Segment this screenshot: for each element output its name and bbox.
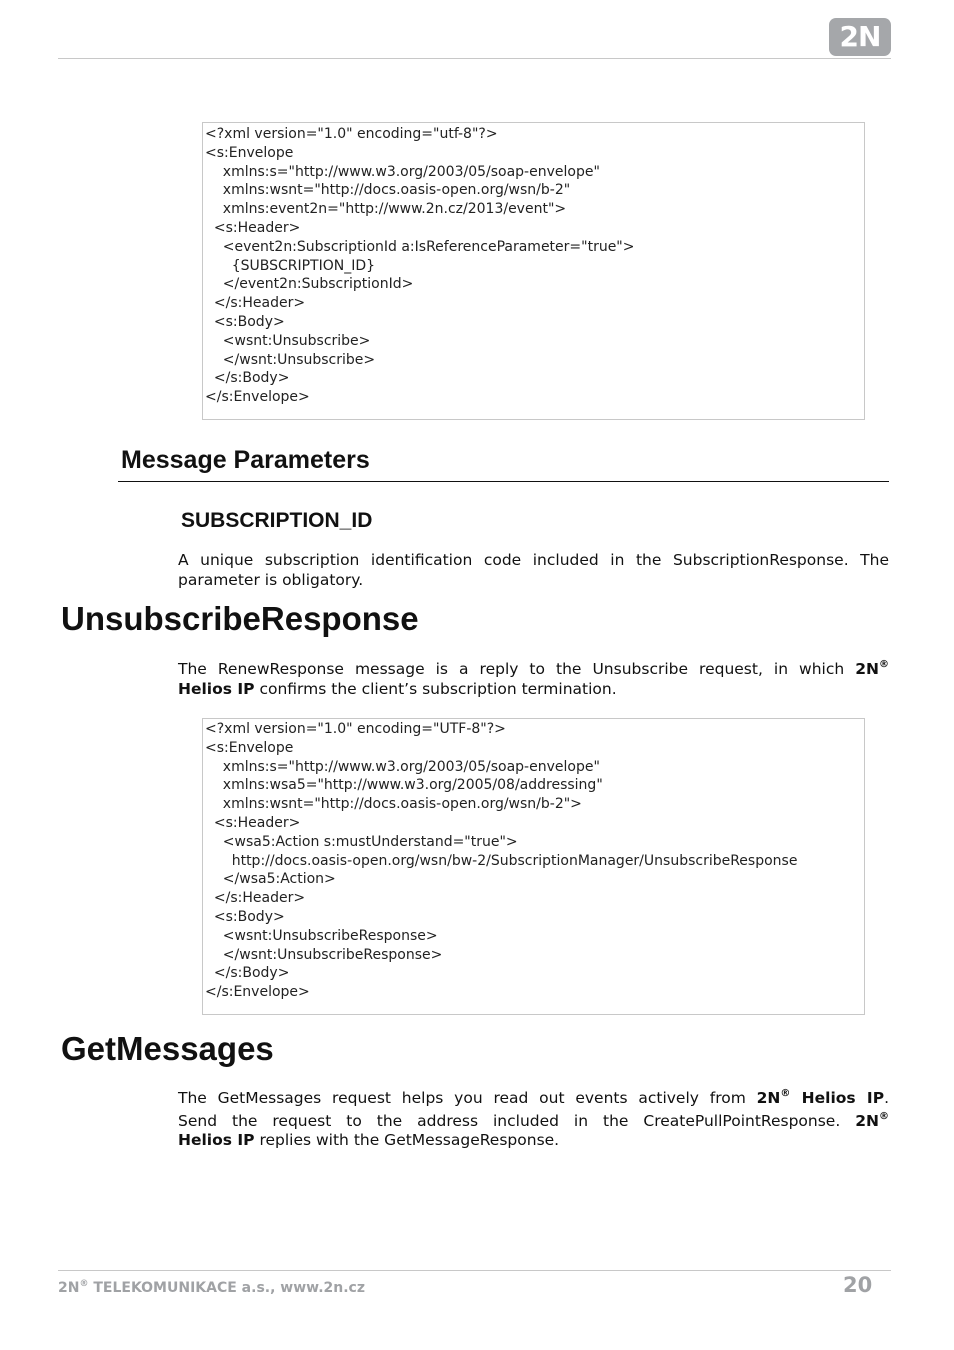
code-line: <wsnt:Unsubscribe> (205, 332, 371, 349)
unsubscribe-response-intro (178, 660, 889, 699)
product-name: Helios IP (178, 1131, 255, 1150)
code-line: </s:Header> (205, 295, 306, 312)
code-line: xmlns:wsa5="http://www.w3.org/2005/08/addressing" (205, 777, 603, 794)
code-line: <s:Header> (205, 814, 301, 831)
code-line: </s:Body> (205, 965, 290, 982)
code-line: </s:Envelope> (205, 984, 310, 1001)
intro-text-end: confirms the client’s subscription termination. (254, 679, 617, 698)
code-line: </wsnt:UnsubscribeResponse> (205, 946, 443, 963)
section-heading-get-messages: GetMessages (61, 1030, 274, 1067)
code-block-unsubscribe-response (202, 718, 865, 1015)
intro-text: The RenewResponse message is a reply to the Unsubscribe request, in which (178, 660, 845, 678)
section-heading-message-parameters: Message Parameters (121, 446, 370, 474)
code-line: <wsnt:UnsubscribeResponse> (205, 927, 438, 944)
param-heading-subscription-id: SUBSCRIPTION_ID (181, 509, 373, 532)
param-description-line-1: A unique subscription identification code included in the SubscriptionResponse. The (178, 551, 889, 569)
get-messages-line-3 (178, 1131, 889, 1151)
code-line: </s:Body> (205, 370, 290, 387)
param-description (178, 551, 889, 590)
code-line: <s:Body> (205, 313, 285, 330)
get-messages-intro (178, 1089, 889, 1151)
brand-product-name: 2N® Helios IP (756, 1088, 885, 1107)
get-messages-text-3: replies with the GetMessageResponse. (254, 1131, 560, 1150)
heading-rule (118, 481, 889, 482)
code-line: <event2n:SubscriptionId a:IsReferenceParameter="true"> (205, 238, 635, 255)
code-line: <?xml version="1.0" encoding="UTF-8"?> (205, 721, 506, 737)
code-line: xmlns:event2n="http://www.2n.cz/2013/event"> (205, 201, 567, 218)
param-description-line-2: parameter is obligatory. (178, 570, 364, 589)
page-number: 20 (843, 1273, 873, 1297)
code-line: {SUBSCRIPTION_ID} (205, 257, 376, 274)
code-line: </wsnt:Unsubscribe> (205, 351, 376, 368)
code-line: <s:Envelope (205, 739, 294, 756)
brand-name: 2N® (855, 659, 889, 678)
get-messages-line-2 (178, 1112, 889, 1132)
product-name: Helios IP (178, 679, 255, 698)
code-line: xmlns:wsnt="http://docs.oasis-open.org/wsn/b-2"> (205, 796, 582, 813)
intro-line-2 (178, 680, 889, 700)
code-line: xmlns:s="http://www.w3.org/2003/05/soap-envelope" (205, 163, 600, 180)
get-messages-line-1: The GetMessages request helps you read out events actively from 2N® Helios IP. (178, 1088, 889, 1107)
code-line: </wsa5:Action> (205, 871, 336, 888)
code-line: <s:Envelope (205, 144, 294, 161)
code-line: </event2n:SubscriptionId> (205, 276, 414, 293)
get-messages-text-1: The GetMessages request helps you read out events actively from (178, 1089, 746, 1107)
code-line: <?xml version="1.0" encoding="utf-8"?> (205, 126, 498, 142)
header-rule (58, 58, 891, 59)
section-heading-unsubscribe-response: UnsubscribeResponse (61, 600, 419, 637)
brand-name: 2N® (855, 1110, 889, 1130)
code-block-unsubscribe-request (202, 122, 865, 420)
code-line: </s:Header> (205, 890, 306, 907)
code-line: <s:Body> (205, 908, 285, 925)
code-line: <s:Header> (205, 219, 301, 236)
brand-logo: 2N (829, 18, 891, 56)
intro-line-1 (178, 660, 889, 680)
footer-company: 2N® TELEKOMUNIKACE a.s., www.2n.cz (58, 1279, 365, 1296)
code-line: http://docs.oasis-open.org/wsn/bw-2/SubscriptionManager/UnsubscribeResponse (205, 852, 798, 869)
code-line: </s:Envelope> (205, 389, 310, 406)
get-messages-text-2: Send the request to the address included in the CreatePullPointResponse. (178, 1111, 841, 1130)
footer-rule (58, 1270, 891, 1271)
code-line: xmlns:s="http://www.w3.org/2003/05/soap-envelope" (205, 758, 600, 775)
code-line: xmlns:wsnt="http://docs.oasis-open.org/wsn/b-2" (205, 182, 571, 199)
code-line: <wsa5:Action s:mustUnderstand="true"> (205, 833, 518, 850)
